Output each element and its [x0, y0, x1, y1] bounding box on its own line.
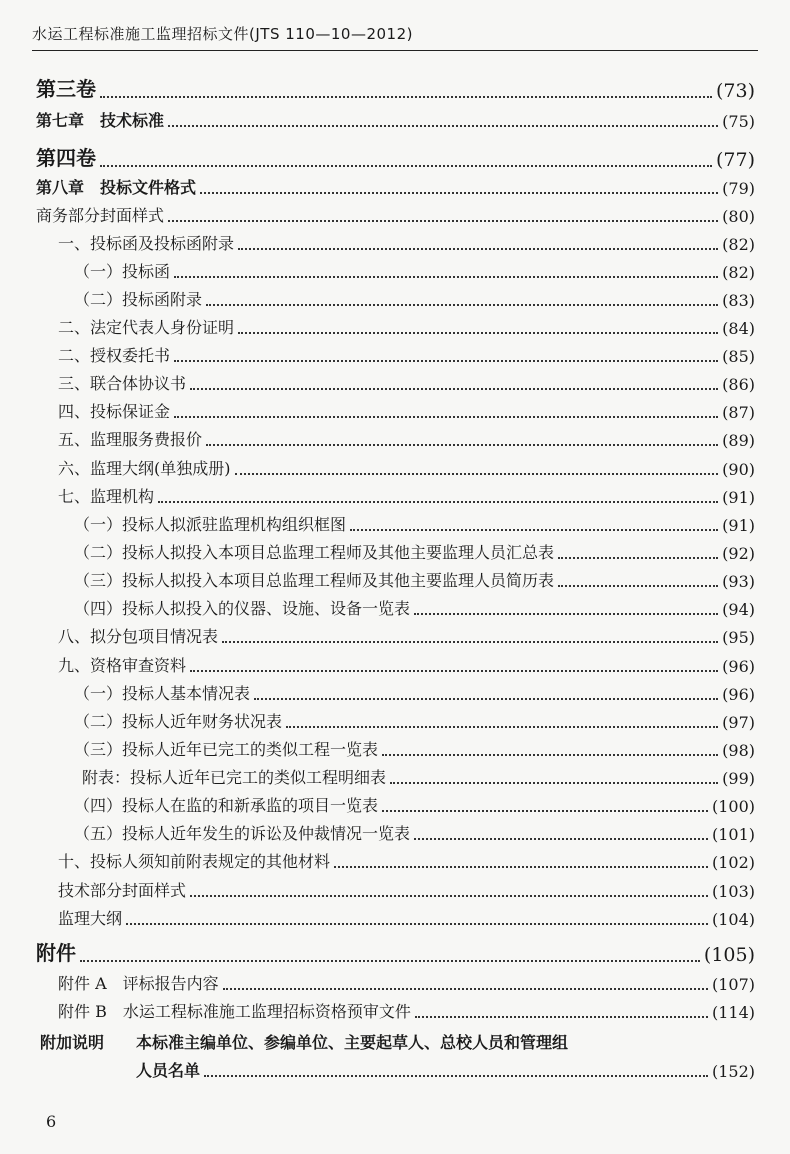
dot-leader [286, 725, 718, 728]
toc-entry-title: 附件 [36, 941, 76, 965]
toc-entry-title: （四）投标人在监的和新承监的项目一览表 [74, 796, 379, 815]
dot-leader [174, 359, 718, 362]
toc-entry-title: 九、资格审查资料 [58, 656, 187, 675]
dot-leader [558, 556, 718, 559]
toc-entry-title: （一）投标函 [74, 262, 171, 281]
toc-entry-title: 三、联合体协议书 [58, 374, 187, 393]
dot-leader [190, 894, 708, 897]
toc-entry[interactable] [58, 653, 755, 676]
toc-entry-page: (84) [722, 319, 755, 338]
toc-entry-title: （三）投标人拟投入本项目总监理工程师及其他主要监理人员简历表 [74, 571, 555, 590]
dot-leader [238, 247, 718, 250]
dot-leader [382, 809, 708, 812]
dot-leader [158, 500, 718, 503]
toc-entry[interactable] [74, 287, 755, 310]
toc-entry-title: 二、法定代表人身份证明 [58, 318, 235, 337]
toc-entry-title: （五）投标人近年发生的诉讼及仲裁情况一览表 [74, 824, 411, 843]
toc-entry[interactable] [36, 73, 755, 102]
toc-entry-page: (93) [722, 572, 755, 591]
toc-entry-page: (96) [722, 685, 755, 704]
toc-entry-title: （三）投标人近年已完工的类似工程一览表 [74, 740, 379, 759]
toc-entry[interactable] [58, 971, 755, 994]
dot-leader [204, 1074, 708, 1077]
toc-entry-page: (89) [722, 431, 755, 450]
toc-entry-page: (97) [722, 713, 755, 732]
dot-leader [126, 922, 708, 925]
toc-entry-title: 附件 B 水运工程标准施工监理招标资格预审文件 [58, 1002, 411, 1021]
toc-entry[interactable] [58, 624, 755, 647]
dot-leader [168, 124, 718, 127]
toc-entry-title: 第三卷 [36, 77, 96, 101]
toc-entry-page: (79) [722, 179, 755, 198]
toc-entry-title: 附表：投标人近年已完工的类似工程明细表 [82, 768, 387, 787]
toc-entry-title: 八、拟分包项目情况表 [58, 627, 219, 646]
toc-entry[interactable] [58, 999, 755, 1022]
dot-leader [235, 472, 719, 475]
toc-entry[interactable] [82, 765, 755, 788]
toc-entry-page: (91) [722, 516, 755, 535]
toc-entry-page: (92) [722, 544, 755, 563]
header-title: 水运工程标准施工监理招标文件(JTS 110—10—2012) [32, 25, 413, 43]
toc-entry[interactable] [58, 343, 755, 366]
toc-entry[interactable] [36, 203, 755, 226]
dot-leader [206, 443, 718, 446]
toc-entry[interactable] [74, 737, 755, 760]
toc-entry-page: (75) [722, 112, 755, 131]
dot-leader [415, 1015, 708, 1018]
toc-entry-page: (87) [722, 403, 755, 422]
toc-entry-title: 六、监理大纲(单独成册) [58, 459, 231, 478]
toc-entry-page: (107) [711, 975, 755, 994]
dot-leader [190, 669, 718, 672]
toc-entry-title: 四、投标保证金 [58, 402, 171, 421]
note-line-2: 人员名单 [136, 1061, 201, 1080]
toc-entry-title: 五、监理服务费报价 [58, 430, 203, 449]
toc-entry-page: (94) [722, 600, 755, 619]
toc-entry[interactable] [74, 596, 755, 619]
toc-entry-page: (77) [715, 149, 755, 171]
toc-entry-page: (96) [722, 657, 755, 676]
toc-entry-title: 七、监理机构 [58, 487, 155, 506]
toc-entry-page: (99) [722, 769, 755, 788]
dot-leader [390, 781, 718, 784]
toc-entry[interactable] [58, 399, 755, 422]
toc-entry[interactable] [58, 371, 755, 394]
dot-leader [414, 612, 718, 615]
toc-entry[interactable] [58, 315, 755, 338]
toc-entry-title: （一）投标人基本情况表 [74, 684, 251, 703]
dot-leader [382, 753, 718, 756]
dot-leader [414, 837, 708, 840]
toc-entry[interactable] [74, 709, 755, 732]
additional-note [40, 1030, 568, 1053]
dot-leader [206, 303, 718, 306]
dot-leader [222, 640, 718, 643]
dot-leader [334, 865, 708, 868]
note-entry[interactable] [136, 1058, 755, 1081]
toc-entry[interactable] [58, 878, 755, 901]
note-page: (152) [711, 1062, 755, 1081]
toc-entry[interactable] [36, 108, 755, 131]
toc-entry[interactable] [36, 937, 755, 966]
dot-leader [350, 528, 718, 531]
toc-entry[interactable] [36, 142, 755, 171]
running-header [32, 20, 758, 51]
toc-entry-page: (101) [711, 825, 755, 844]
toc-entry-title: 第四卷 [36, 146, 96, 170]
toc-entry-page: (103) [711, 882, 755, 901]
toc-entry[interactable] [74, 681, 755, 704]
dot-leader [168, 219, 718, 222]
toc-entry[interactable] [74, 793, 755, 816]
dot-leader [238, 331, 718, 334]
toc-entry[interactable] [58, 484, 755, 507]
toc-entry-page: (73) [715, 80, 755, 102]
toc-entry-title: 商务部分封面样式 [36, 206, 165, 225]
dot-leader [223, 987, 708, 990]
note-line-1: 本标准主编单位、参编单位、主要起草人、总校人员和管理组 [136, 1033, 569, 1052]
toc-entry[interactable] [58, 427, 755, 450]
toc-entry-page: (95) [722, 628, 755, 647]
toc-entry[interactable] [58, 849, 755, 872]
toc-entry-title: 一、投标函及投标函附录 [58, 234, 235, 253]
toc-entry-page: (100) [711, 797, 755, 816]
toc-entry-page: (82) [722, 263, 755, 282]
toc-entry-page: (102) [711, 853, 755, 872]
page-number: 6 [46, 1112, 57, 1131]
toc-entry[interactable] [74, 821, 755, 844]
toc-entry-title: （一）投标人拟派驻监理机构组织框图 [74, 515, 347, 534]
toc-entry-title: （四）投标人拟投入的仪器、设施、设备一览表 [74, 599, 411, 618]
toc-entry-page: (86) [722, 375, 755, 394]
toc-entry-title: 二、授权委托书 [58, 346, 171, 365]
toc-entry[interactable] [74, 512, 755, 535]
toc-entry-title: 第八章 投标文件格式 [36, 178, 197, 197]
dot-leader [100, 95, 712, 98]
toc-entry-page: (85) [722, 347, 755, 366]
toc-entry-title: 十、投标人须知前附表规定的其他材料 [58, 852, 331, 871]
note-label: 附加说明 [40, 1033, 105, 1052]
toc-entry-page: (105) [703, 944, 755, 966]
toc-entry-title: 监理大纲 [58, 909, 123, 928]
dot-leader [558, 584, 718, 587]
dot-leader [254, 697, 718, 700]
toc-entry-page: (98) [722, 741, 755, 760]
toc-entry[interactable] [58, 456, 755, 479]
toc-entry[interactable] [74, 540, 755, 563]
dot-leader [190, 387, 718, 390]
toc-entry-page: (91) [722, 488, 755, 507]
toc-entry[interactable] [36, 175, 755, 198]
toc-entry[interactable] [74, 568, 755, 591]
toc-entry-title: 技术部分封面样式 [58, 881, 187, 900]
dot-leader [200, 191, 718, 194]
dot-leader [100, 164, 712, 167]
toc-entry-page: (82) [722, 235, 755, 254]
toc-entry-title: 第七章 技术标准 [36, 111, 165, 130]
toc-entry-page: (83) [722, 291, 755, 310]
toc-entry-page: (114) [711, 1003, 755, 1022]
dot-leader [80, 959, 700, 962]
toc-entry[interactable] [74, 259, 755, 282]
dot-leader [174, 275, 718, 278]
toc-entry-title: （二）投标人近年财务状况表 [74, 712, 283, 731]
toc-entry-page: (90) [722, 460, 755, 479]
toc-entry-title: （二）投标函附录 [74, 290, 203, 309]
toc-entry[interactable] [58, 231, 755, 254]
toc-entry[interactable] [58, 906, 755, 929]
dot-leader [174, 415, 718, 418]
toc-entry-title: （二）投标人拟投入本项目总监理工程师及其他主要监理人员汇总表 [74, 543, 555, 562]
toc-entry-page: (80) [722, 207, 755, 226]
toc-entry-page: (104) [711, 910, 755, 929]
toc-entry-title: 附件 A 评标报告内容 [58, 974, 219, 993]
